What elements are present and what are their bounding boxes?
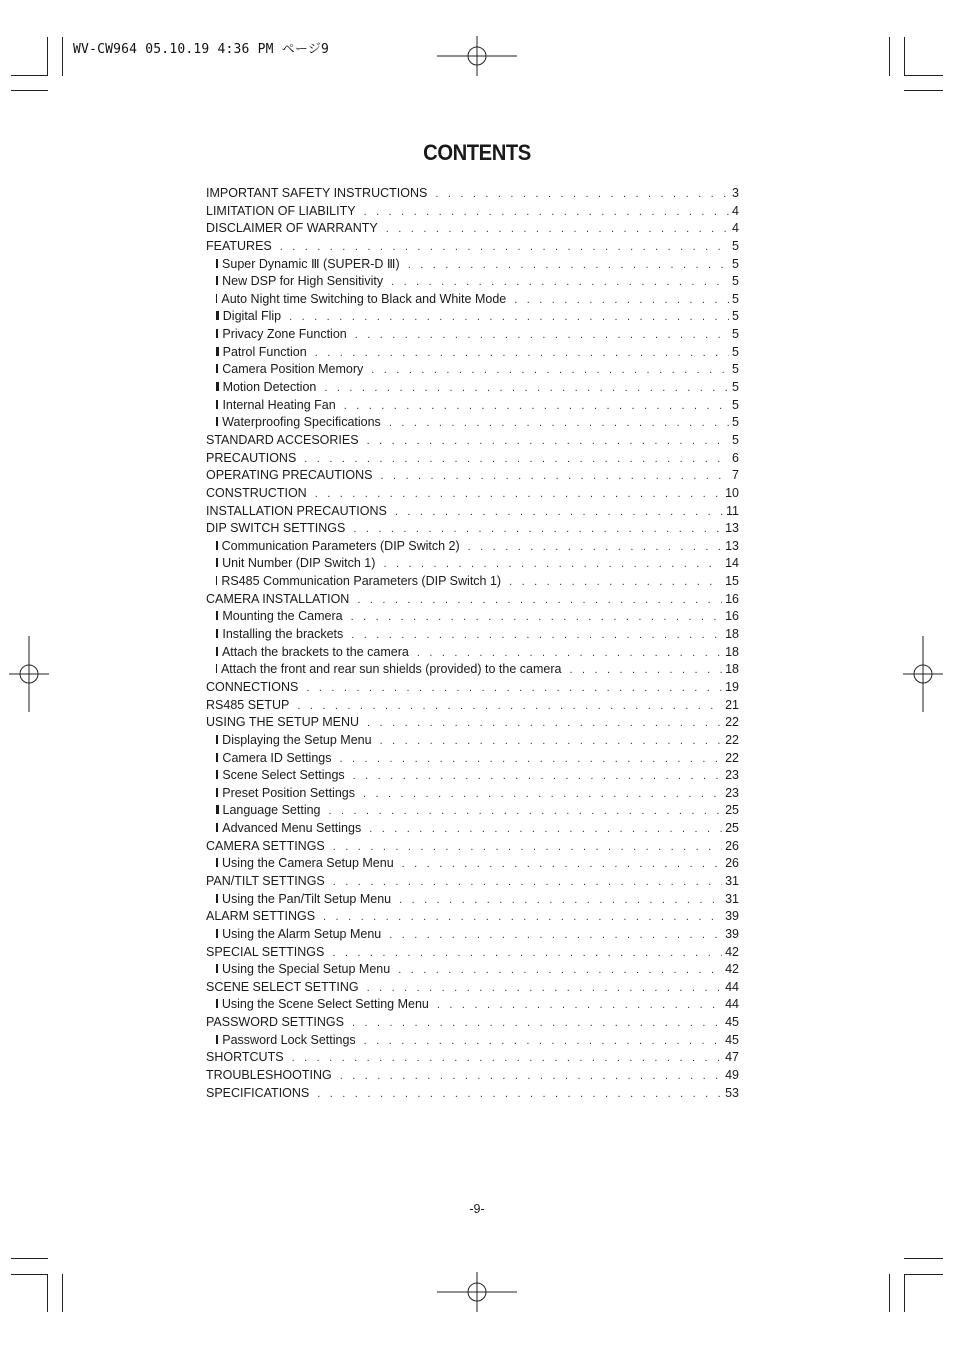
toc-entry[interactable] bbox=[206, 926, 739, 944]
toc-entry[interactable] bbox=[206, 961, 739, 979]
toc-entry-label: CAMERA SETTINGS bbox=[206, 838, 325, 853]
toc-entry-page: 22 bbox=[725, 750, 739, 765]
toc-entry-label: Camera ID Settings bbox=[222, 750, 332, 765]
toc-entry-label: SHORTCUTS bbox=[206, 1050, 284, 1065]
dot-leader bbox=[367, 433, 729, 451]
toc-entry-label: Attach the front and rear sun shields (provided) to the camera bbox=[220, 662, 562, 677]
toc-entry-label: Motion Detection bbox=[222, 380, 317, 395]
toc-entry[interactable] bbox=[206, 273, 739, 291]
toc-entry-page: 5 bbox=[732, 432, 739, 447]
toc-entry-page: 5 bbox=[732, 344, 739, 359]
toc-entry-page: 42 bbox=[725, 944, 739, 959]
toc-entry-label: TROUBLESHOOTING bbox=[206, 1068, 332, 1083]
toc-entry[interactable] bbox=[206, 379, 739, 397]
toc-entry-label: Camera Position Memory bbox=[222, 362, 364, 377]
dot-leader bbox=[569, 662, 722, 680]
dot-leader bbox=[369, 821, 722, 839]
square-bullet-icon bbox=[216, 1035, 218, 1044]
toc-entry-label: RS485 SETUP bbox=[206, 697, 290, 712]
toc-entry-page: 23 bbox=[725, 785, 739, 800]
square-bullet-icon bbox=[216, 400, 218, 409]
toc-entry-page: 19 bbox=[725, 679, 739, 694]
toc-entry-page: 42 bbox=[725, 962, 739, 977]
square-bullet-icon bbox=[216, 417, 218, 426]
square-bullet-icon bbox=[216, 311, 219, 320]
toc-entry[interactable] bbox=[206, 450, 739, 468]
page-title: CONTENTS bbox=[423, 140, 531, 165]
toc-entry-label: Internal Heating Fan bbox=[222, 397, 336, 412]
square-bullet-icon bbox=[216, 664, 217, 673]
toc-entry-page: 13 bbox=[725, 538, 739, 553]
registration-mark-bottom-icon bbox=[437, 1272, 517, 1312]
toc-entry-page: 22 bbox=[725, 715, 739, 730]
toc-entry-label: SPECIFICATIONS bbox=[206, 1085, 310, 1100]
dot-leader bbox=[289, 309, 729, 327]
toc-entry-label: DIP SWITCH SETTINGS bbox=[206, 521, 346, 536]
dot-leader bbox=[297, 698, 722, 716]
toc-entry-page: 5 bbox=[732, 380, 739, 395]
toc-entry-page: 4 bbox=[732, 221, 739, 236]
toc-entry-page: 7 bbox=[732, 468, 739, 483]
toc-entry-page: 44 bbox=[725, 979, 739, 994]
square-bullet-icon bbox=[216, 805, 219, 814]
toc-entry[interactable] bbox=[206, 697, 739, 715]
square-bullet-icon bbox=[216, 558, 218, 567]
dot-leader bbox=[371, 362, 729, 380]
toc-entry-label: CAMERA INSTALLATION bbox=[206, 591, 350, 606]
square-bullet-icon bbox=[216, 735, 218, 744]
toc-entry-page: 26 bbox=[725, 838, 739, 853]
toc-entry-page: 6 bbox=[732, 450, 739, 465]
toc-entry-page: 18 bbox=[725, 644, 739, 659]
dot-leader bbox=[383, 556, 722, 574]
dot-leader bbox=[435, 186, 729, 204]
toc-entry-page: 31 bbox=[725, 891, 739, 906]
toc-entry-page: 5 bbox=[732, 415, 739, 430]
registration-mark-left-icon bbox=[9, 636, 49, 712]
dot-leader bbox=[363, 786, 722, 804]
toc-entry-label: Privacy Zone Function bbox=[222, 327, 347, 342]
toc-entry-page: 47 bbox=[725, 1050, 739, 1065]
dot-leader bbox=[398, 962, 722, 980]
square-bullet-icon bbox=[216, 894, 218, 903]
square-bullet-icon bbox=[216, 329, 218, 338]
toc-entry-page: 45 bbox=[725, 1032, 739, 1047]
print-stamp: WV-CW964 05.10.19 4:36 PM ページ9 bbox=[73, 42, 330, 57]
square-bullet-icon bbox=[216, 364, 218, 373]
toc-entry-label: Password Lock Settings bbox=[222, 1032, 356, 1047]
toc-entry[interactable] bbox=[206, 732, 739, 750]
dot-leader bbox=[364, 204, 729, 222]
toc-entry-page: 5 bbox=[732, 291, 739, 306]
square-bullet-icon bbox=[216, 629, 218, 638]
toc-entry-label: Waterproofing Specifications bbox=[222, 415, 381, 430]
dot-leader bbox=[367, 715, 722, 733]
page-number: -9- bbox=[469, 1202, 485, 1216]
toc-entry-page: 16 bbox=[725, 609, 739, 624]
toc-entry[interactable] bbox=[206, 485, 739, 503]
toc-entry[interactable] bbox=[206, 185, 739, 203]
square-bullet-icon bbox=[216, 576, 217, 585]
toc-entry-label: INSTALLATION PRECAUTIONS bbox=[206, 503, 387, 518]
toc-entry-label: SPECIAL SETTINGS bbox=[206, 944, 325, 959]
dot-leader bbox=[315, 486, 722, 504]
toc-entry[interactable] bbox=[206, 873, 739, 891]
square-bullet-icon bbox=[216, 647, 218, 656]
toc-entry-label: STANDARD ACCESORIES bbox=[206, 432, 359, 447]
toc-entry[interactable] bbox=[206, 256, 739, 274]
dot-leader bbox=[367, 980, 723, 998]
toc-entry[interactable] bbox=[206, 203, 739, 221]
toc-entry[interactable] bbox=[206, 855, 739, 873]
square-bullet-icon bbox=[216, 823, 218, 832]
toc-entry[interactable] bbox=[206, 996, 739, 1014]
dot-leader bbox=[317, 1086, 722, 1104]
square-bullet-icon bbox=[216, 999, 218, 1008]
toc-entry-label: SCENE SELECT SETTING bbox=[206, 979, 359, 994]
toc-entry[interactable] bbox=[206, 414, 739, 432]
toc-entry[interactable] bbox=[206, 767, 739, 785]
toc-entry-label: Displaying the Setup Menu bbox=[222, 732, 372, 747]
dot-leader bbox=[386, 221, 729, 239]
square-bullet-icon bbox=[216, 753, 218, 762]
toc-entry-label: New DSP for High Sensitivity bbox=[222, 274, 384, 289]
toc-entry-page: 26 bbox=[725, 856, 739, 871]
registration-mark-right-icon bbox=[903, 636, 943, 712]
toc-entry[interactable] bbox=[206, 1049, 739, 1067]
square-bullet-icon bbox=[216, 964, 218, 973]
toc-entry-label: Using the Special Setup Menu bbox=[222, 962, 391, 977]
dot-leader bbox=[468, 539, 722, 557]
registration-mark-top-icon bbox=[437, 36, 517, 76]
toc-entry[interactable] bbox=[206, 591, 739, 609]
toc-entry-label: IMPORTANT SAFETY INSTRUCTIONS bbox=[206, 186, 428, 200]
square-bullet-icon bbox=[216, 611, 218, 620]
toc-entry-label: Scene Select Settings bbox=[222, 768, 345, 783]
dot-leader bbox=[315, 345, 729, 363]
toc-entry[interactable] bbox=[206, 644, 739, 662]
toc-entry[interactable] bbox=[206, 661, 739, 679]
toc-entry[interactable] bbox=[206, 1067, 739, 1085]
toc-entry[interactable] bbox=[206, 891, 739, 909]
toc-entry-label: LIMITATION OF LIABILITY bbox=[206, 203, 356, 218]
toc-entry[interactable] bbox=[206, 1014, 739, 1032]
toc-entry-label: Using the Scene Select Setting Menu bbox=[221, 997, 429, 1012]
toc-entry-page: 25 bbox=[725, 821, 739, 836]
dot-leader bbox=[399, 892, 722, 910]
toc-entry-label: Advanced Menu Settings bbox=[222, 821, 362, 836]
toc-entry-page: 5 bbox=[732, 309, 739, 324]
toc-entry-page: 31 bbox=[725, 873, 739, 888]
toc-entry-label: CONNECTIONS bbox=[206, 679, 299, 694]
toc-entry-label: Attach the brackets to the camera bbox=[221, 644, 409, 659]
dot-leader bbox=[389, 927, 722, 945]
toc-entry-page: 23 bbox=[725, 768, 739, 783]
dot-leader bbox=[391, 274, 729, 292]
toc-entry-label: Preset Position Settings bbox=[222, 785, 355, 800]
dot-leader bbox=[417, 645, 722, 663]
toc-entry[interactable] bbox=[206, 326, 739, 344]
toc-entry[interactable] bbox=[206, 432, 739, 450]
dot-leader bbox=[280, 239, 729, 257]
toc-entry-page: 44 bbox=[725, 997, 739, 1012]
dot-leader bbox=[395, 504, 723, 522]
toc-entry-page: 5 bbox=[732, 274, 739, 289]
toc-entry[interactable] bbox=[206, 238, 739, 256]
toc-entry-label: ALARM SETTINGS bbox=[206, 909, 316, 924]
square-bullet-icon bbox=[216, 276, 218, 285]
square-bullet-icon bbox=[216, 294, 217, 303]
toc-entry-page: 39 bbox=[725, 926, 739, 941]
square-bullet-icon bbox=[216, 541, 218, 550]
toc-entry[interactable] bbox=[206, 503, 739, 521]
toc-entry[interactable] bbox=[206, 220, 739, 238]
dot-leader bbox=[437, 997, 722, 1015]
dot-leader bbox=[514, 292, 729, 310]
toc-entry-page: 21 bbox=[725, 697, 739, 712]
dot-leader bbox=[323, 909, 722, 927]
toc-entry-page: 4 bbox=[732, 203, 739, 218]
toc-entry-page: 18 bbox=[725, 627, 739, 642]
dot-leader bbox=[304, 451, 729, 469]
dot-leader bbox=[380, 468, 729, 486]
toc-entry[interactable] bbox=[206, 467, 739, 485]
toc-entry-page: 18 bbox=[725, 662, 739, 677]
dot-leader bbox=[333, 874, 722, 892]
toc-entry-label: FEATURES bbox=[206, 238, 272, 253]
toc-entry-label: PAN/TILT SETTINGS bbox=[206, 873, 325, 888]
toc-entry[interactable] bbox=[206, 1085, 739, 1103]
toc-entry-label: Using the Alarm Setup Menu bbox=[222, 926, 382, 941]
toc-entry-page: 5 bbox=[732, 327, 739, 342]
square-bullet-icon bbox=[216, 858, 218, 867]
toc-entry-label: Using the Camera Setup Menu bbox=[222, 856, 394, 871]
toc-entry-page: 5 bbox=[732, 238, 739, 253]
square-bullet-icon bbox=[216, 347, 219, 356]
dot-leader bbox=[329, 803, 723, 821]
toc-entry-label: PRECAUTIONS bbox=[206, 450, 297, 465]
toc-entry-label: Unit Number (DIP Switch 1) bbox=[222, 556, 376, 571]
square-bullet-icon bbox=[216, 382, 219, 391]
toc-entry[interactable] bbox=[206, 308, 739, 326]
toc-entry-label: Using the Pan/Tilt Setup Menu bbox=[222, 891, 392, 906]
dot-leader bbox=[389, 415, 729, 433]
toc-entry-label: Mounting the Camera bbox=[222, 609, 343, 624]
toc-entry[interactable] bbox=[206, 802, 739, 820]
toc-entry-label: DISCLAIMER OF WARRANTY bbox=[206, 221, 378, 236]
toc-entry[interactable] bbox=[206, 750, 739, 768]
toc-entry-page: 45 bbox=[725, 1015, 739, 1030]
toc-entry[interactable] bbox=[206, 573, 739, 591]
toc-entry[interactable] bbox=[206, 714, 739, 732]
toc-entry-page: 5 bbox=[732, 256, 739, 271]
toc-entry-label: Auto Night time Switching to Black and White Mode bbox=[221, 291, 507, 306]
toc-entry-label: PASSWORD SETTINGS bbox=[206, 1015, 344, 1030]
square-bullet-icon bbox=[216, 788, 218, 797]
dot-leader bbox=[364, 1033, 722, 1051]
toc-entry-label: Language Setting bbox=[222, 803, 321, 818]
toc-entry[interactable] bbox=[206, 679, 739, 697]
toc-entry-page: 16 bbox=[725, 591, 739, 606]
dot-leader bbox=[352, 1015, 722, 1033]
toc-entry-page: 5 bbox=[732, 397, 739, 412]
dot-leader bbox=[351, 627, 722, 645]
toc-entry-page: 49 bbox=[725, 1068, 739, 1083]
toc-entry[interactable] bbox=[206, 838, 739, 856]
dot-leader bbox=[306, 680, 722, 698]
dot-leader bbox=[292, 1050, 723, 1068]
dot-leader bbox=[332, 945, 722, 963]
toc-entry-page: 39 bbox=[725, 909, 739, 924]
toc-entry-page: 14 bbox=[725, 556, 739, 571]
toc-entry-label: Installing the brackets bbox=[222, 627, 344, 642]
toc-entry[interactable] bbox=[206, 538, 739, 556]
toc-entry-page: 13 bbox=[725, 521, 739, 536]
toc-entry-label: USING THE SETUP MENU bbox=[206, 715, 360, 730]
toc-entry-page: 10 bbox=[725, 485, 739, 500]
toc-entry[interactable] bbox=[206, 944, 739, 962]
table-of-contents bbox=[206, 185, 739, 1102]
toc-entry-page: 25 bbox=[725, 803, 739, 818]
toc-entry[interactable] bbox=[206, 291, 739, 309]
square-bullet-icon bbox=[216, 929, 218, 938]
toc-entry[interactable] bbox=[206, 361, 739, 379]
toc-entry-page: 5 bbox=[732, 362, 739, 377]
toc-entry-label: CONSTRUCTION bbox=[206, 485, 307, 500]
dot-leader bbox=[353, 768, 722, 786]
toc-entry[interactable] bbox=[206, 608, 739, 626]
toc-entry[interactable] bbox=[206, 520, 739, 538]
dot-leader bbox=[340, 751, 723, 769]
toc-entry[interactable] bbox=[206, 344, 739, 362]
toc-entry-page: 11 bbox=[726, 503, 739, 518]
toc-entry-label: OPERATING PRECAUTIONS bbox=[206, 468, 373, 483]
toc-entry-label: RS485 Communication Parameters (DIP Switch 1) bbox=[221, 574, 502, 589]
dot-leader bbox=[355, 327, 729, 345]
dot-leader bbox=[333, 839, 722, 857]
toc-entry-page: 3 bbox=[732, 186, 739, 200]
toc-entry[interactable] bbox=[206, 820, 739, 838]
toc-entry[interactable] bbox=[206, 979, 739, 997]
toc-entry-page: 53 bbox=[725, 1085, 739, 1100]
toc-entry[interactable] bbox=[206, 908, 739, 926]
square-bullet-icon bbox=[216, 770, 218, 779]
dot-leader bbox=[353, 521, 722, 539]
toc-entry[interactable] bbox=[206, 397, 739, 415]
dot-leader bbox=[357, 592, 722, 610]
toc-entry[interactable] bbox=[206, 626, 739, 644]
toc-entry[interactable] bbox=[206, 1032, 739, 1050]
toc-entry[interactable] bbox=[206, 555, 739, 573]
dot-leader bbox=[380, 733, 723, 751]
dot-leader bbox=[351, 609, 723, 627]
toc-entry-page: 22 bbox=[725, 732, 739, 747]
toc-entry-label: Digital Flip bbox=[222, 309, 282, 324]
toc-entry-label: Patrol Function bbox=[222, 344, 307, 359]
dot-leader bbox=[324, 380, 729, 398]
dot-leader bbox=[402, 856, 722, 874]
dot-leader bbox=[408, 257, 729, 275]
toc-entry[interactable] bbox=[206, 785, 739, 803]
square-bullet-icon bbox=[216, 259, 218, 268]
toc-entry-label: Super Dynamic Ⅲ (SUPER-D Ⅲ) bbox=[222, 256, 400, 271]
toc-entry-label: Communication Parameters (DIP Switch 2) bbox=[221, 538, 460, 553]
dot-leader bbox=[344, 398, 729, 416]
dot-leader bbox=[509, 574, 722, 592]
toc-entry-page: 15 bbox=[725, 574, 739, 589]
dot-leader bbox=[340, 1068, 722, 1086]
